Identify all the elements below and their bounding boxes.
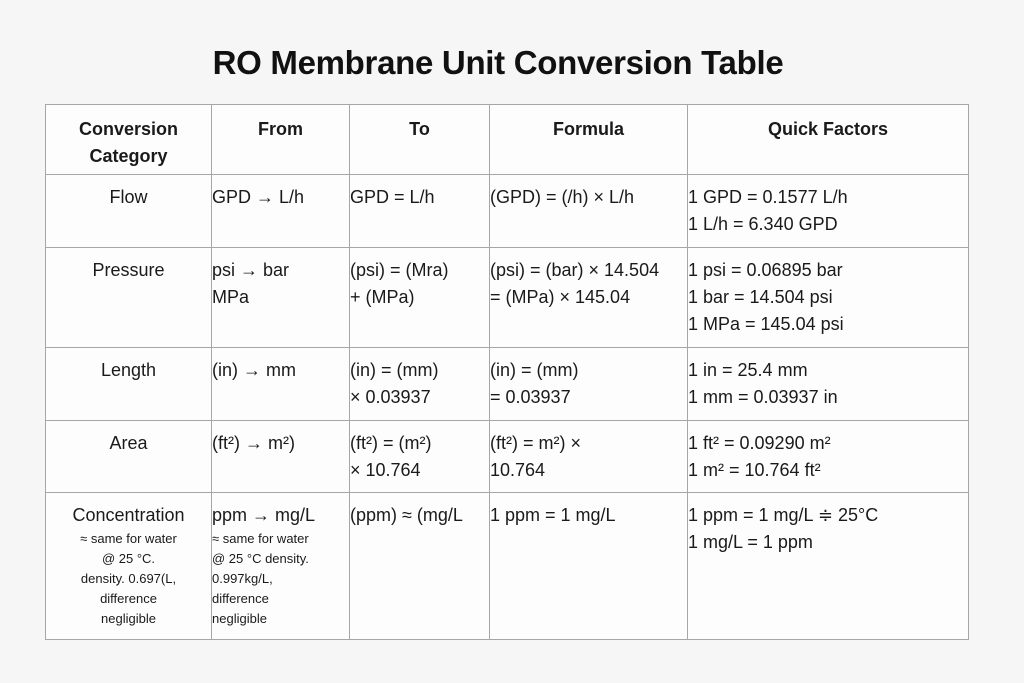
from-note: 0.997kg/L, xyxy=(212,571,273,586)
formula-text: (GPD) = (/h) × L/h xyxy=(490,187,635,207)
formula-text: (psi) = (bar) × 14.504 xyxy=(490,260,660,280)
from-note: ≈ same for water xyxy=(212,531,309,546)
formula-text: = 0.03937 xyxy=(490,387,571,407)
formula-cell xyxy=(490,493,688,640)
from-note: difference xyxy=(212,591,269,606)
category-label: Area xyxy=(109,433,148,453)
to-cell xyxy=(350,175,490,248)
from-cell xyxy=(212,248,350,348)
to-text: + (MPa) xyxy=(350,287,415,307)
quick-factor: 1 mg/L = 1 ppm xyxy=(688,532,813,552)
quick-factor: 1 bar = 14.504 psi xyxy=(688,287,833,307)
category-cell xyxy=(46,175,212,248)
header-quick-factors-label: Quick Factors xyxy=(767,119,889,139)
to-text: (psi) = (Mra) xyxy=(350,260,449,280)
from-text: (in) → mm xyxy=(212,360,296,380)
to-cell xyxy=(350,493,490,640)
header-category-line2: Category xyxy=(89,146,168,166)
from-text: MPa xyxy=(212,287,250,307)
header-from xyxy=(212,105,350,175)
category-note: negligible xyxy=(101,611,156,626)
quick-factor: 1 GPD = 0.1577 L/h xyxy=(688,187,848,207)
page-title: RO Membrane Unit Conversion Table xyxy=(212,44,784,81)
formula-cell xyxy=(490,421,688,493)
to-text: × 10.764 xyxy=(350,460,421,480)
to-text: (in) = (mm) xyxy=(350,360,439,380)
from-text: GPD → L/h xyxy=(212,187,305,207)
to-text: (ppm) ≈ (mg/L xyxy=(350,505,463,525)
formula-text: (in) = (mm) xyxy=(490,360,579,380)
conversion-table xyxy=(45,104,969,640)
quick-factor: 1 ppm = 1 mg/L ≑ 25°C xyxy=(688,505,879,525)
from-cell xyxy=(212,175,350,248)
formula-cell xyxy=(490,175,688,248)
from-text: ppm → mg/L xyxy=(212,505,316,525)
quick-factor: 1 in = 25.4 mm xyxy=(688,360,808,380)
table-row-flow xyxy=(46,175,969,248)
category-label: Pressure xyxy=(92,260,165,280)
header-to-label: To xyxy=(409,119,430,139)
header-category xyxy=(46,105,212,175)
quick-factor: 1 MPa = 145.04 psi xyxy=(688,314,844,334)
formula-text: (ft²) = m²) × xyxy=(490,433,581,453)
to-cell xyxy=(350,248,490,348)
header-formula-label: Formula xyxy=(552,119,624,139)
category-label: Length xyxy=(100,360,157,380)
from-cell xyxy=(212,348,350,421)
category-label: Concentration xyxy=(72,505,185,525)
category-note: difference xyxy=(100,591,157,606)
category-cell xyxy=(46,248,212,348)
formula-text: 10.764 xyxy=(490,460,546,480)
header-formula xyxy=(490,105,688,175)
table-row-length xyxy=(46,348,969,421)
formula-text: = (MPa) × 145.04 xyxy=(490,287,631,307)
header-quick-factors xyxy=(688,105,969,175)
from-note: negligible xyxy=(212,611,267,626)
quick-factors-cell xyxy=(688,175,969,248)
category-note: @ 25 °C. xyxy=(101,551,156,566)
quick-factor: 1 m² = 10.764 ft² xyxy=(688,460,821,480)
table-row-concentration xyxy=(46,493,969,640)
quick-factors-cell xyxy=(688,248,969,348)
quick-factors-cell xyxy=(688,421,969,493)
header-from-label: From xyxy=(258,119,303,139)
from-text: (ft²) → m²) xyxy=(212,433,295,453)
to-text: (ft²) = (m²) xyxy=(350,433,432,453)
from-cell xyxy=(212,421,350,493)
to-text: × 0.03937 xyxy=(350,387,431,407)
to-cell xyxy=(350,348,490,421)
header-row xyxy=(46,105,969,175)
from-note: @ 25 °C density. xyxy=(212,551,309,566)
header-category-line1: Conversion xyxy=(78,119,179,139)
formula-cell xyxy=(490,248,688,348)
quick-factors-cell xyxy=(688,348,969,421)
category-cell xyxy=(46,493,212,640)
quick-factor: 1 psi = 0.06895 bar xyxy=(688,260,843,280)
table-row-area xyxy=(46,421,969,493)
to-cell xyxy=(350,421,490,493)
formula-text: 1 ppm = 1 mg/L xyxy=(490,505,616,525)
category-note: ≈ same for water xyxy=(80,531,177,546)
formula-cell xyxy=(490,348,688,421)
category-label: Flow xyxy=(109,187,148,207)
header-to xyxy=(350,105,490,175)
quick-factor: 1 ft² = 0.09290 m² xyxy=(688,433,831,453)
table-row-pressure xyxy=(46,248,969,348)
category-note: density. 0.697(L, xyxy=(80,571,177,586)
quick-factors-cell xyxy=(688,493,969,640)
from-cell xyxy=(212,493,350,640)
quick-factor: 1 L/h = 6.340 GPD xyxy=(688,214,838,234)
category-cell xyxy=(46,348,212,421)
from-text: psi → bar xyxy=(212,260,290,280)
to-text: GPD = L/h xyxy=(350,187,435,207)
category-cell xyxy=(46,421,212,493)
quick-factor: 1 mm = 0.03937 in xyxy=(688,387,838,407)
